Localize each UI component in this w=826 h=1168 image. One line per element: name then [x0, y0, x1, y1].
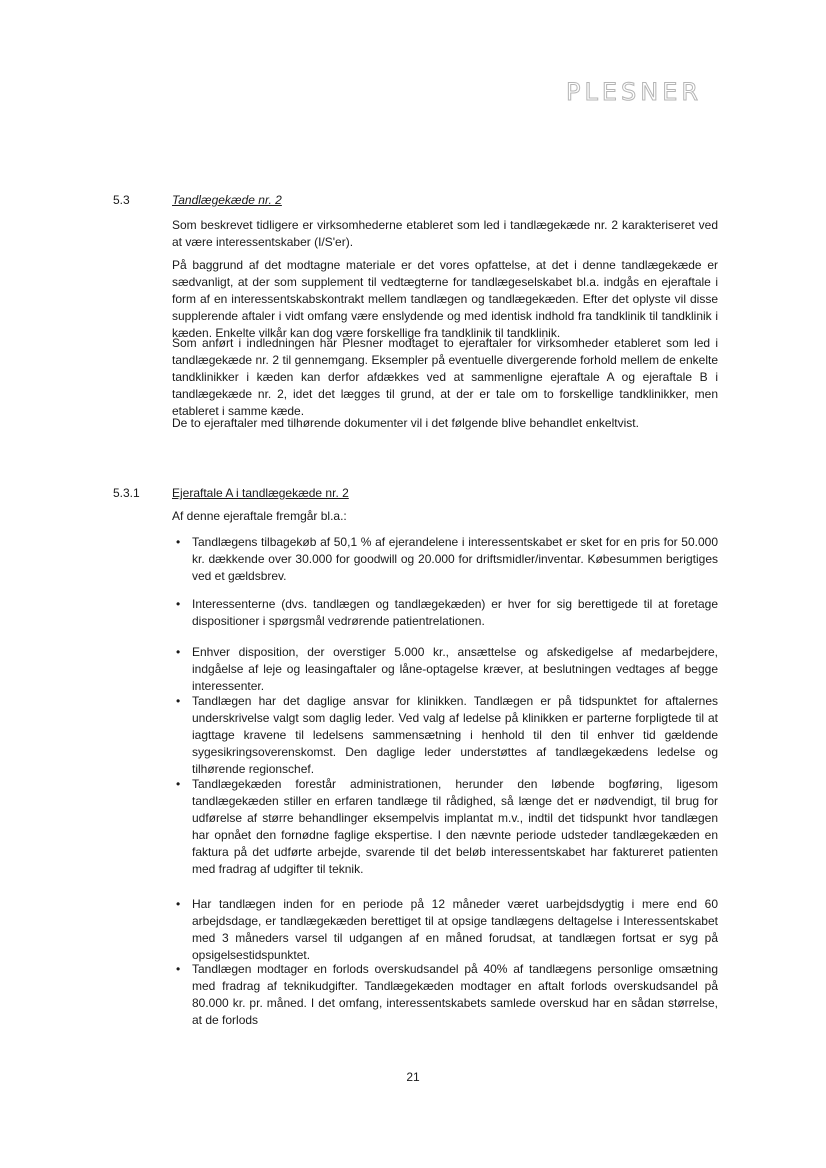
- list-item-text: Har tandlægen inden for en periode på 12 måneder været uarbejdsdygtig i mere end 60 arbejdsdage, er tandlægekæden berettiget til at opsige tandlægens deltagelse i Interessentskabet med 3 måneders varsel til udgangen af en måned forudsat, at tandlægen fortsat er syg på opsigelsestidspunktet.: [192, 897, 718, 962]
- list-item: [176, 776, 718, 878]
- subsection-number: 5.3.1: [113, 486, 140, 500]
- page-number: 21: [406, 1070, 420, 1084]
- bullet-icon: •: [176, 897, 181, 911]
- bullet-icon: •: [176, 694, 181, 708]
- section-number: 5.3: [113, 193, 130, 207]
- subsection-title: Ejeraftale A i tandlægekæde nr. 2: [172, 486, 349, 500]
- list-item-text: Tandlægen har det daglige ansvar for klinikken. Tandlægen er på tidspunktet for aftalernes underskrivelse valgt som daglig leder. Ved valg af ledelse på klinikken er parterne forpligtede til at iagttage kravene til ledelsens sammensætning i henhold til den til enhver tid gældende sygesikringsoverenskomst. Den daglige leder understøttes af tandlægekædens ledelse og tilhørende regionschef.: [192, 694, 718, 776]
- list-item: [176, 961, 718, 1029]
- bullet-icon: •: [176, 597, 181, 611]
- list-item-text: Tandlægens tilbagekøb af 50,1 % af ejerandelene i interessentskabet er sket for en pris for 50.000 kr. dækkende over 30.000 for goodwill og 20.000 for driftsmidler/inventar. Købesummen berigtiges ved et gældsbrev.: [192, 535, 718, 583]
- plesner-logo: PLESNER: [566, 78, 703, 106]
- list-item-text: Tandlægekæden forestår administrationen, herunder den løbende bogføring, ligesom tandlægekæden stiller en erfaren tandlæge til rådighed, så længe det er nødvendigt, til brug for udførelse af større behandlinger eksempelvis implantat m.v., indtil det tidspunkt hvor tandlægen har opnået den fornødne faglige ekspertise. I den nævnte periode udsteder tandlægekæden en faktura på det udførte arbejde, svarende til det beløb interessentskabet har faktureret patienten med fradrag af udgifter til teknik.: [192, 777, 718, 876]
- paragraph: På baggrund af det modtagne materiale er det vores opfattelse, at det i denne tandlægekæde er sædvanligt, at der som supplement til vedtægterne for tandlægeselskabet bl.a. indgås en ejeraftale i form af en interessentskabskontrakt mellem tandlægen og tandlægekæden. Efter det oplyste vil disse supplerende aftaler i vidt omfang være enslydende og med identisk indhold fra tandklinik til tandklinik i kæden. Enkelte vilkår kan dog være forskellige fra tandklinik til tandklinik.: [172, 258, 718, 340]
- list-item: [176, 693, 718, 778]
- bullet-icon: •: [176, 645, 181, 659]
- section-title: Tandlægekæde nr. 2: [172, 193, 282, 207]
- bullet-icon: •: [176, 777, 181, 791]
- bullet-icon: •: [176, 962, 181, 976]
- paragraph: De to ejeraftaler med tilhørende dokumenter vil i det følgende blive behandlet enkeltvist.: [172, 416, 639, 430]
- list-item: [176, 596, 718, 630]
- intro-text: Af denne ejeraftale fremgår bl.a.:: [172, 509, 347, 523]
- list-item: [176, 534, 718, 585]
- list-item-text: Enhver disposition, der overstiger 5.000 kr., ansættelse og afskedigelse af medarbejdere, indgåelse af leje og leasingaftaler og låne-optagelse kræver, at beslutningen vedtages af begge interessenter.: [192, 645, 718, 693]
- bullet-icon: •: [176, 535, 181, 549]
- list-item-text: Tandlægen modtager en forlods overskudsandel på 40% af tandlægens personlige omsætning med fradrag af teknikudgifter. Tandlægekæden modtager en aftalt forlods overskudsandel på 80.000 kr. pr. måned. I det omfang, interessentskabets samlede overskud har en sådan størrelse, at de forlods: [192, 962, 718, 1027]
- paragraph: Som beskrevet tidligere er virksomhederne etableret som led i tandlægekæde nr. 2 karakteriseret ved at være interessentskaber (I/S'er).: [172, 218, 718, 249]
- list-item: [176, 896, 718, 964]
- list-item-text: Interessenterne (dvs. tandlægen og tandlægekæden) er hver for sig berettigede til at foretage dispositioner i spørgsmål vedrørende patientrelationen.: [192, 597, 718, 628]
- paragraph: Som anført i indledningen har Plesner modtaget to ejeraftaler for virksomheder etableret som led i tandlægekæde nr. 2 til gennemgang. Eksempler på eventuelle divergerende forhold mellem de enkelte tandklinikker i kæden kan derfor afdækkes ved at sammenligne ejeraftale A og ejeraftale B i tandlægekæde nr. 2, idet det lægges til grund, at der er tale om to forskellige tandklinikker, men etableret i samme kæde.: [172, 336, 718, 418]
- list-item: [176, 644, 718, 695]
